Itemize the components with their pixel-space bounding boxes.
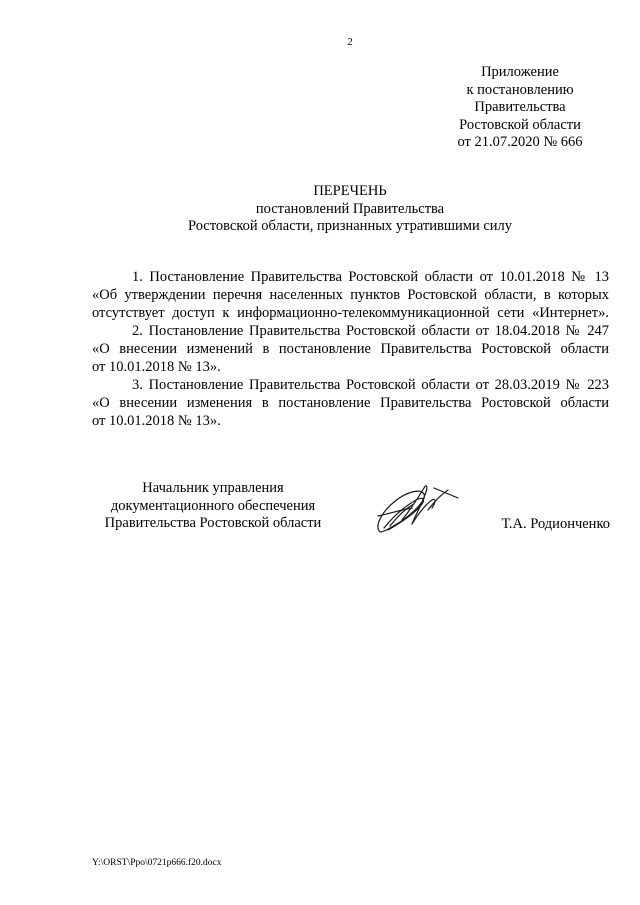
list-item-line: «О внесении изменения в постановление Правительства Ростовской области	[92, 395, 609, 411]
position-line: Начальник управления	[142, 480, 284, 496]
list-item-line: 1. Постановление Правительства Ростовской области от 10.01.2018 № 13	[132, 269, 609, 285]
appendix-line: к постановлению	[466, 81, 574, 98]
list-item-line: отсутствует доступ к информационно-телекоммуникационной сети «Интернет».	[92, 305, 609, 321]
resolutions-list	[92, 268, 609, 430]
appendix-line: Правительства	[474, 99, 566, 115]
appendix-header	[440, 64, 600, 152]
title-heading: ПЕРЕЧЕНЬ	[313, 183, 387, 199]
appendix-line: Приложение	[481, 64, 559, 80]
position-line: Правительства Ростовской области	[104, 515, 322, 531]
appendix-line: от 21.07.2020 № 666	[457, 134, 583, 150]
signatory-position	[88, 480, 338, 533]
list-item	[92, 322, 609, 376]
signer-name: Т.А. Родионченко	[501, 516, 610, 532]
list-item	[92, 376, 609, 430]
list-item-line: 3. Постановление Правительства Ростовской области от 28.03.2019 № 223	[132, 377, 609, 393]
document-title	[100, 183, 600, 236]
list-item-line: «Об утверждении перечня населенных пунктов Ростовской области, в которых	[92, 287, 609, 303]
file-path: Y:\ORST\Ppo\0721p666.f20.docx	[92, 858, 222, 868]
list-item-line: от 10.01.2018 № 13».	[92, 413, 221, 429]
handwritten-signature	[372, 480, 462, 538]
appendix-line: Ростовской области	[459, 116, 581, 133]
list-item	[92, 268, 609, 322]
list-item-line: «О внесении изменений в постановление Правительства Ростовской области	[92, 341, 609, 357]
page-number: 2	[347, 36, 353, 48]
title-line: Ростовской области, признанных утратившими силу	[187, 218, 513, 234]
title-line: постановлений Правительства	[255, 200, 445, 217]
list-item-line: 2. Постановление Правительства Ростовской области от 18.04.2018 № 247	[132, 323, 609, 339]
position-line: документационного обеспечения	[110, 497, 316, 514]
list-item-line: от 10.01.2018 № 13».	[92, 359, 221, 375]
